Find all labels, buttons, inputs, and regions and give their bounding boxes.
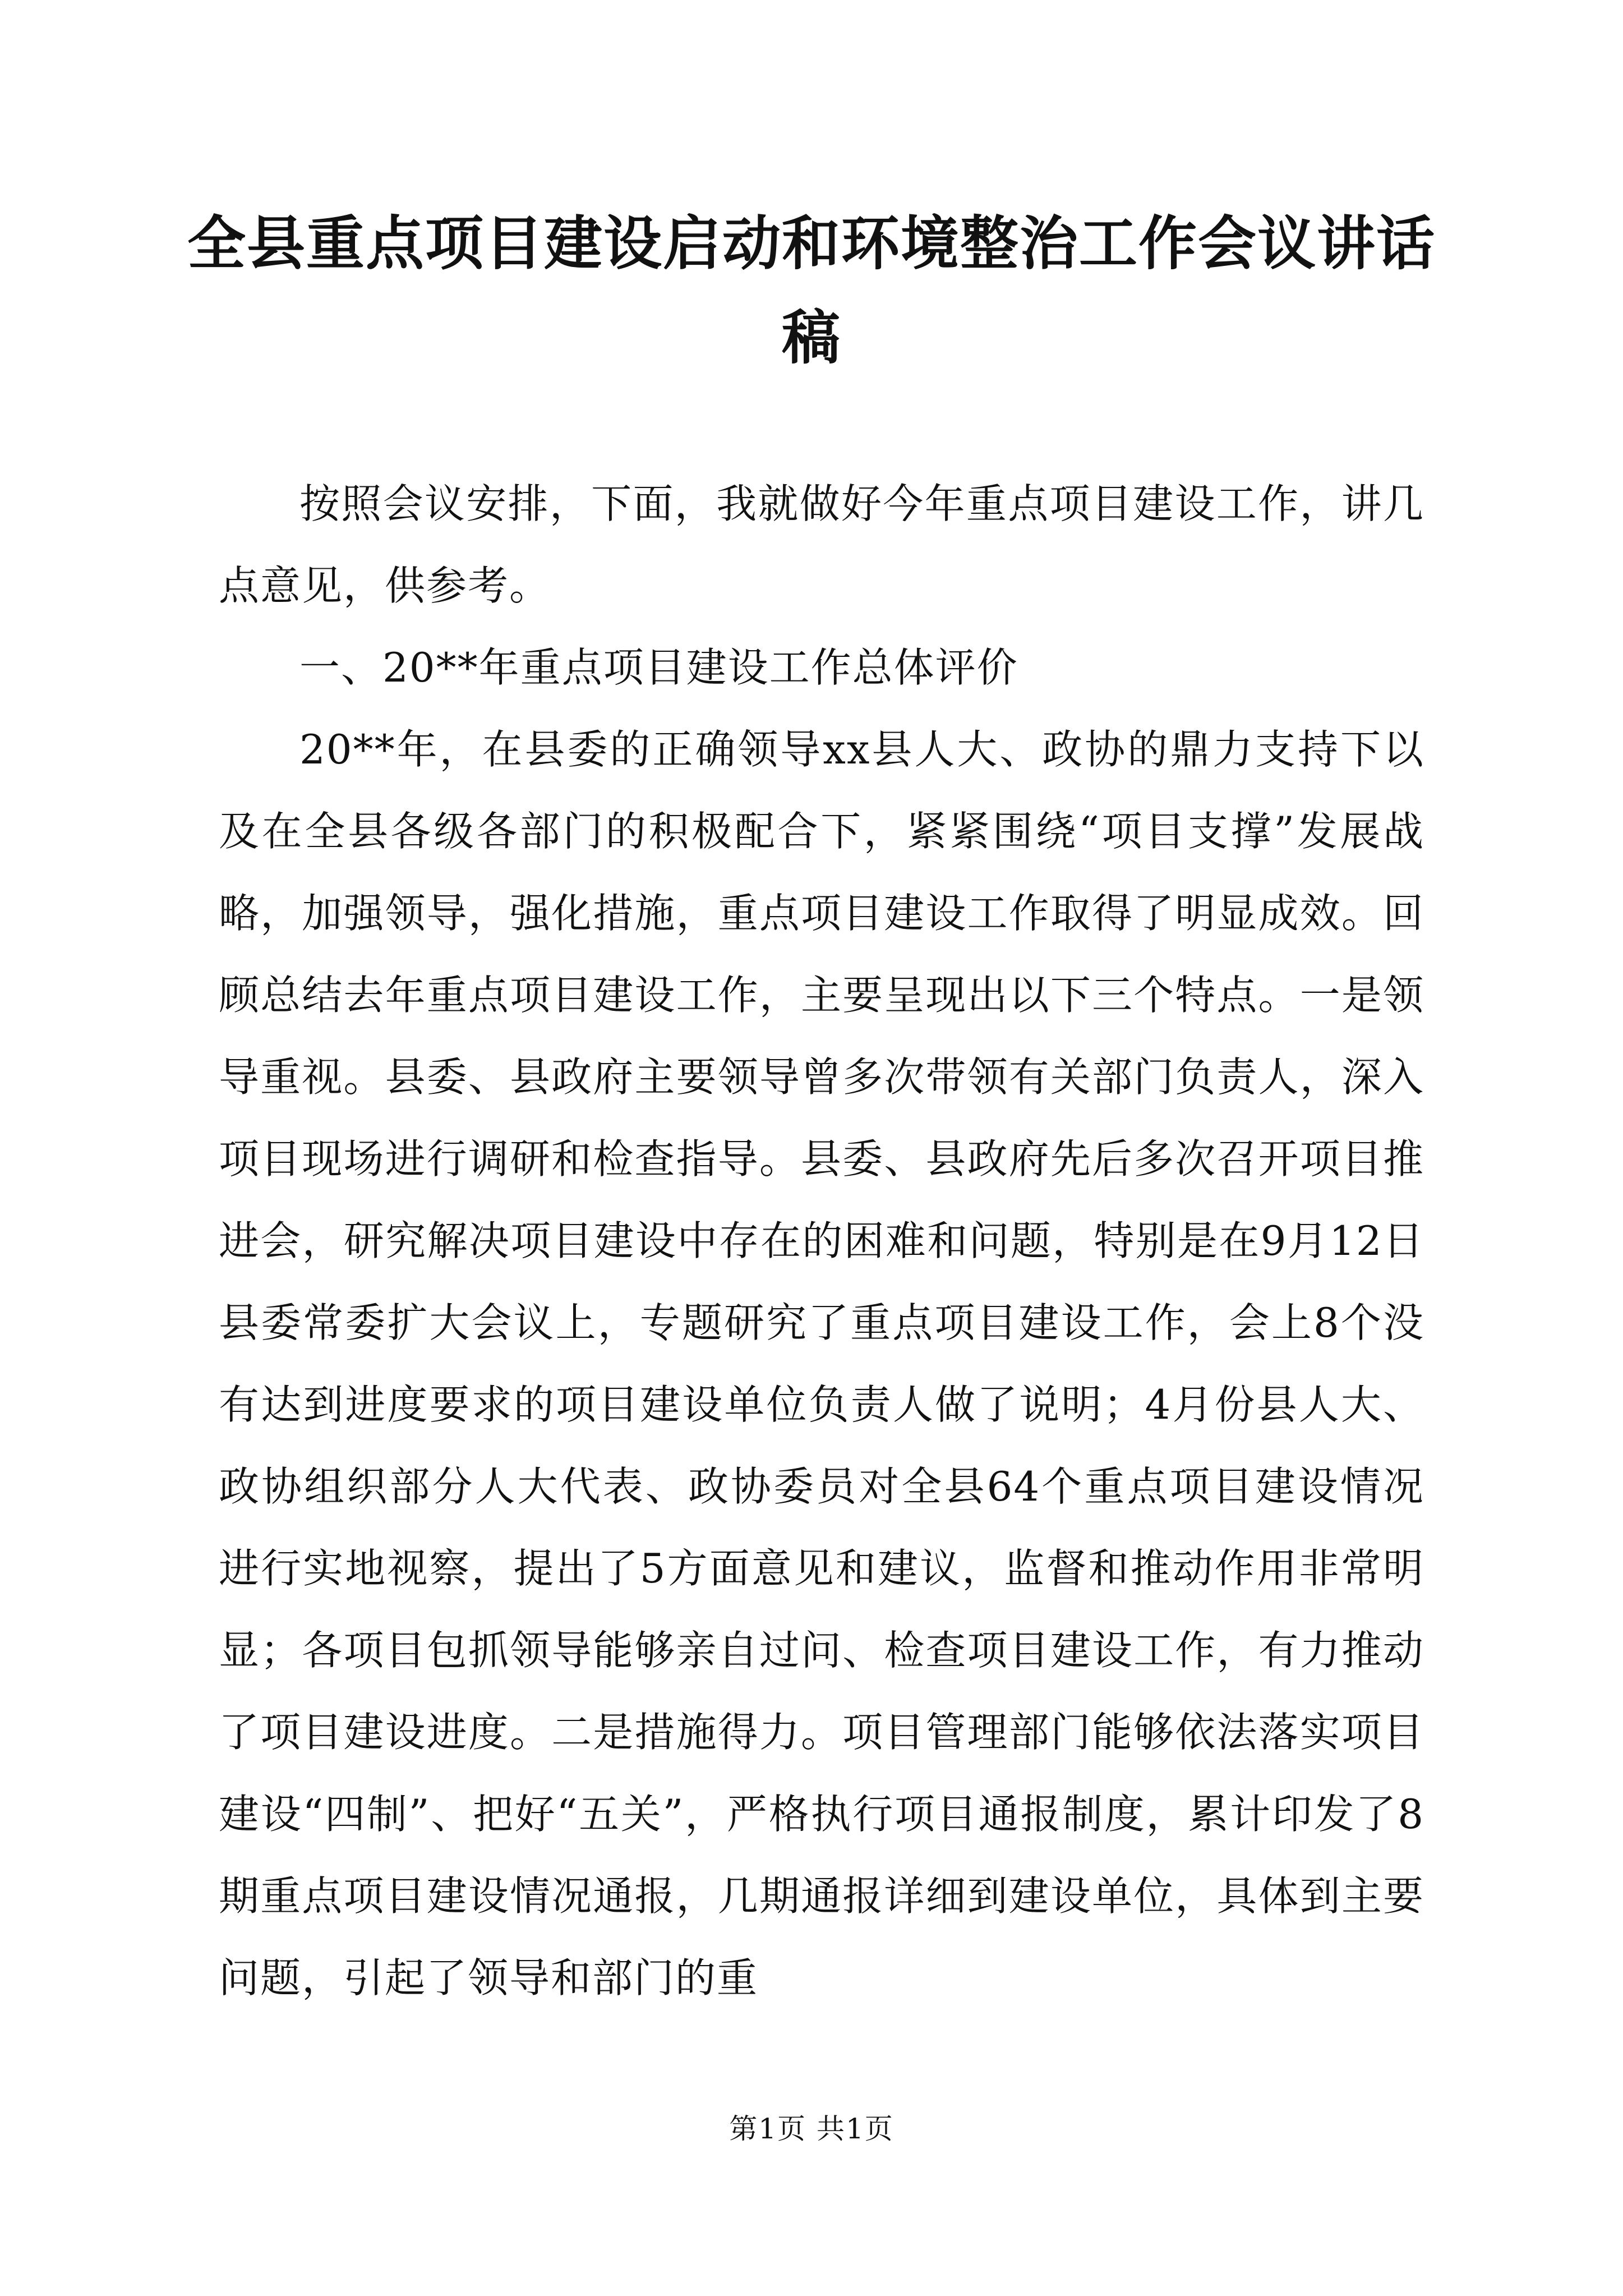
document-body bbox=[219, 463, 1424, 2019]
intro-paragraph: 按照会议安排，下面，我就做好今年重点项目建设工作，讲几点意见，供参考。 bbox=[219, 480, 1424, 609]
page-footer: 第1页 共1页 bbox=[729, 2113, 894, 2145]
body-paragraph: 20**年，在县委的正确领导xx县人大、政协的鼎力支持下以及在全县各级各部门的积极配合下，紧紧围绕“项目支撑”发展战略，加强领导，强化措施，重点项目建设工作取得了明显成效。回顾总结去年重点项目建设工作，主要呈现出以下三个特点。一是领导重视。县委、县政府主要领导曾多次带领有关部门负责人，深入项目现场进行调研和检查指导。县委、县政府先后多次召开项目推进会，研究解决项目建设中存在的困难和问题，特别是在9月12日县委常委扩大会议上，专题研究了重点项目建设工作，会上8个没有达到进度要求的项目建设单位负责人做了说明；4月份县人大、政协组织部分人大代表、政协委员对全县64个重点项目建设情况进行实地视察，提出了5方面意见和建议，监督和推动作用非常明显；各项目包抓领导能够亲自过问、检查项目建设工作，有力推动了项目建设进度。二是措施得力。项目管理部门能够依法落实项目建设“四制”、把好“五关”，严格执行项目通报制度，累计印发了8期重点项目建设情况通报，几期通报详细到建设单位，具体到主要问题，引起了领导和部门的重 bbox=[219, 726, 1424, 2001]
document-title: 全县重点项目建设启动和环境整治工作会议讲话稿 bbox=[187, 209, 1436, 372]
section-heading: 一、20**年重点项目建设工作总体评价 bbox=[299, 644, 1018, 691]
